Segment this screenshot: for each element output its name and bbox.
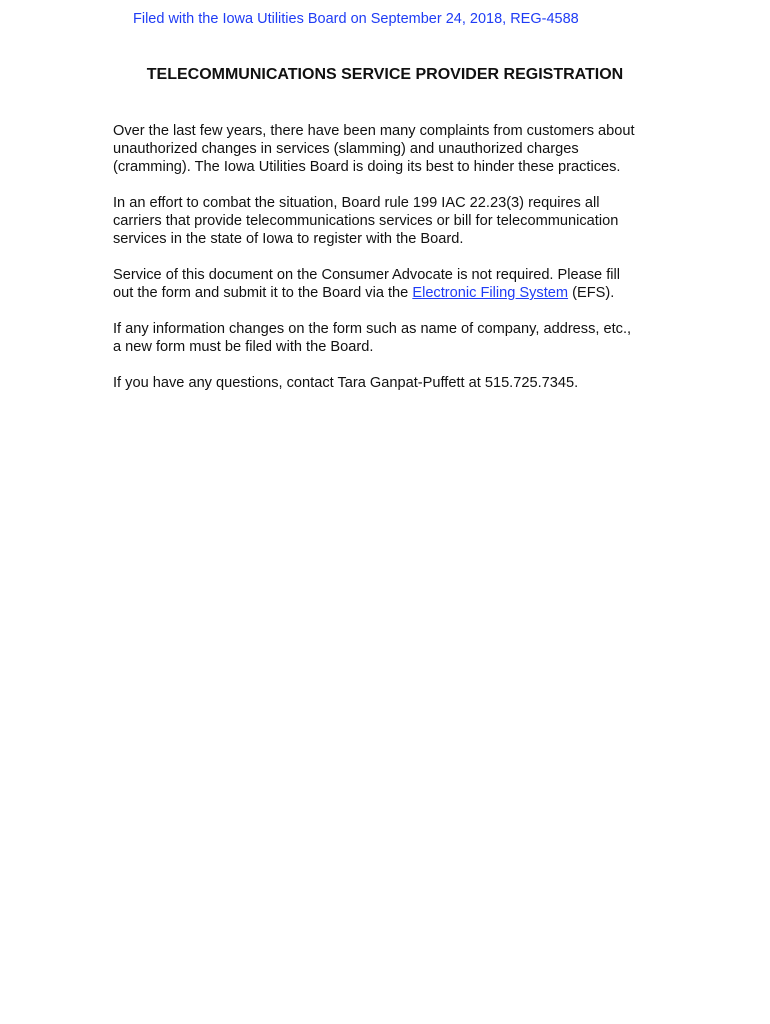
text-fragment: out the form and submit it to the Board via the (113, 285, 413, 301)
text-line: a new form must be filed with the Board. (113, 339, 374, 355)
document-title (0, 66, 770, 84)
paragraph-complaints (113, 122, 673, 176)
text-line-with-link (113, 284, 673, 302)
paragraph-contact (113, 374, 673, 392)
text-line: (cramming). The Iowa Utilities Board is doing its best to hinder these practices. (113, 159, 621, 175)
text-line: carriers that provide telecommunications services or bill for telecommunication (113, 213, 619, 229)
paragraph-information-changes (113, 320, 673, 356)
paragraph-service-instructions (113, 266, 673, 302)
text-line: In an effort to combat the situation, Board rule 199 IAC 22.23(3) requires all (113, 195, 600, 211)
electronic-filing-system-link[interactable]: Electronic Filing System (412, 285, 569, 301)
text-fragment: (EFS). (568, 285, 615, 301)
document-body (113, 122, 673, 410)
filing-stamp: Filed with the Iowa Utilities Board on September 24, 2018, REG-4588 (133, 11, 579, 27)
document-title-text: TELECOMMUNICATIONS SERVICE PROVIDER REGISTRATION (146, 66, 624, 83)
text-line: unauthorized changes in services (slamming) and unauthorized charges (113, 141, 579, 157)
text-line: Over the last few years, there have been many complaints from customers about (113, 123, 635, 139)
text-line: If you have any questions, contact Tara Ganpat-Puffett at 515.725.7345. (113, 375, 579, 391)
text-line: services in the state of Iowa to register with the Board. (113, 231, 464, 247)
text-line: If any information changes on the form such as name of company, address, etc., (113, 321, 632, 337)
text-line: Service of this document on the Consumer Advocate is not required. Please fill (113, 267, 620, 283)
paragraph-board-rule (113, 194, 673, 248)
